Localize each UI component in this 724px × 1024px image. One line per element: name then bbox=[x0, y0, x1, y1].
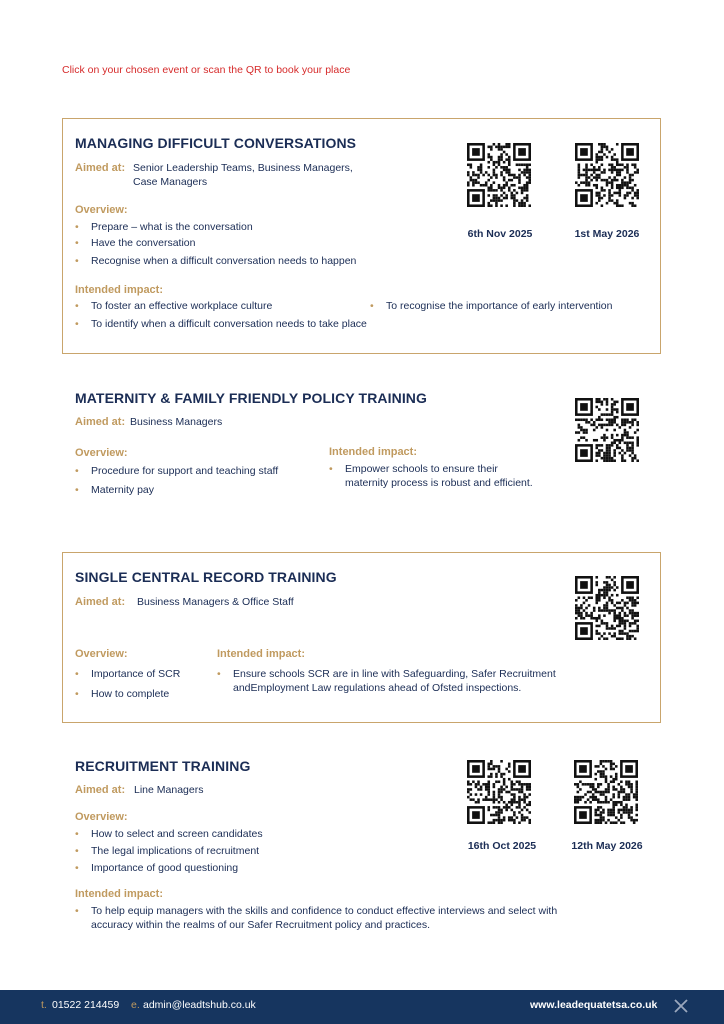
impact-label: Intended impact: bbox=[75, 888, 164, 900]
impact-item: • Empower schools to ensure their maternity process is robust and efficient. bbox=[329, 462, 533, 490]
phone-prefix: t. bbox=[41, 999, 47, 1011]
course-title: RECRUITMENT TRAINING bbox=[75, 758, 251, 774]
overview-item: • Have the conversation bbox=[75, 236, 195, 250]
overview-item: • Procedure for support and teaching staff bbox=[75, 464, 278, 478]
overview-item: • Prepare – what is the conversation bbox=[75, 220, 253, 234]
overview-item: • Recognise when a difficult conversation needs to happen bbox=[75, 254, 356, 268]
impact-label: Intended impact: bbox=[217, 648, 306, 660]
aimed-label: Aimed at: bbox=[75, 784, 126, 796]
aimed-value: Senior Leadership Teams, Business Managers, Case Managers bbox=[133, 162, 353, 188]
website-link[interactable]: www.leadequatetsa.co.uk bbox=[530, 999, 658, 1011]
qr-code-icon[interactable] bbox=[575, 398, 639, 462]
overview-item: • How to select and screen candidates bbox=[75, 827, 263, 841]
x-logo-icon[interactable] bbox=[674, 999, 688, 1013]
qr-code-icon[interactable] bbox=[574, 760, 638, 824]
overview-item: • Importance of SCR bbox=[75, 667, 180, 681]
aimed-value: Line Managers bbox=[134, 784, 204, 796]
course-card-maternity bbox=[62, 384, 661, 514]
course-title: MATERNITY & FAMILY FRIENDLY POLICY TRAINING bbox=[75, 390, 428, 406]
email-link[interactable]: admin@leadtshub.co.uk bbox=[143, 999, 256, 1011]
overview-label: Overview: bbox=[75, 447, 128, 459]
event-date-link[interactable]: 16th Oct 2025 bbox=[467, 840, 537, 852]
impact-item: • To recognise the importance of early intervention bbox=[370, 299, 612, 313]
event-date-link[interactable]: 12th May 2026 bbox=[571, 840, 643, 852]
event-date-link[interactable]: 1st May 2026 bbox=[574, 228, 640, 240]
aimed-value: Business Managers bbox=[130, 416, 223, 428]
impact-item: • To foster an effective workplace culture bbox=[75, 299, 272, 313]
aimed-label: Aimed at: bbox=[75, 416, 126, 428]
qr-code-icon[interactable] bbox=[575, 576, 639, 640]
impact-item: • To identify when a difficult conversation needs to take place bbox=[75, 317, 367, 331]
aimed-value: Business Managers & Office Staff bbox=[137, 596, 294, 608]
aimed-label: Aimed at: bbox=[75, 162, 126, 174]
overview-label: Overview: bbox=[75, 648, 128, 660]
event-date-link[interactable]: 6th Nov 2025 bbox=[467, 228, 533, 240]
qr-code-icon[interactable] bbox=[575, 143, 639, 207]
qr-code-icon[interactable] bbox=[467, 760, 531, 824]
footer-bar bbox=[0, 990, 724, 1024]
email-prefix: e. bbox=[131, 999, 140, 1011]
overview-item: • Maternity pay bbox=[75, 483, 154, 497]
aimed-label: Aimed at: bbox=[75, 596, 126, 608]
course-title: MANAGING DIFFICULT CONVERSATIONS bbox=[75, 135, 357, 151]
impact-item: • To help equip managers with the skills and confidence to conduct effective interviews and select with accuracy within the realms of our Safer Recruitment policy and practices. bbox=[75, 904, 557, 932]
overview-label: Overview: bbox=[75, 811, 128, 823]
overview-item: • How to complete bbox=[75, 687, 169, 701]
booking-instruction: Click on your chosen event or scan the QR to book your place bbox=[62, 64, 351, 76]
impact-item: • Ensure schools SCR are in line with Safeguarding, Safer Recruitment andEmployment Law regulations ahead of Ofsted inspections. bbox=[217, 667, 556, 695]
overview-label: Overview: bbox=[75, 204, 128, 216]
phone-number[interactable]: 01522 214459 bbox=[52, 999, 120, 1011]
overview-item: • The legal implications of recruitment bbox=[75, 844, 259, 858]
overview-item: • Importance of good questioning bbox=[75, 861, 238, 875]
qr-code-icon[interactable] bbox=[467, 143, 531, 207]
course-title: SINGLE CENTRAL RECORD TRAINING bbox=[75, 569, 337, 585]
impact-label: Intended impact: bbox=[75, 284, 164, 296]
course-card-difficult-conversations bbox=[62, 118, 661, 354]
course-card-recruitment bbox=[62, 752, 661, 942]
impact-label: Intended impact: bbox=[329, 446, 418, 458]
course-card-scr bbox=[62, 552, 661, 723]
